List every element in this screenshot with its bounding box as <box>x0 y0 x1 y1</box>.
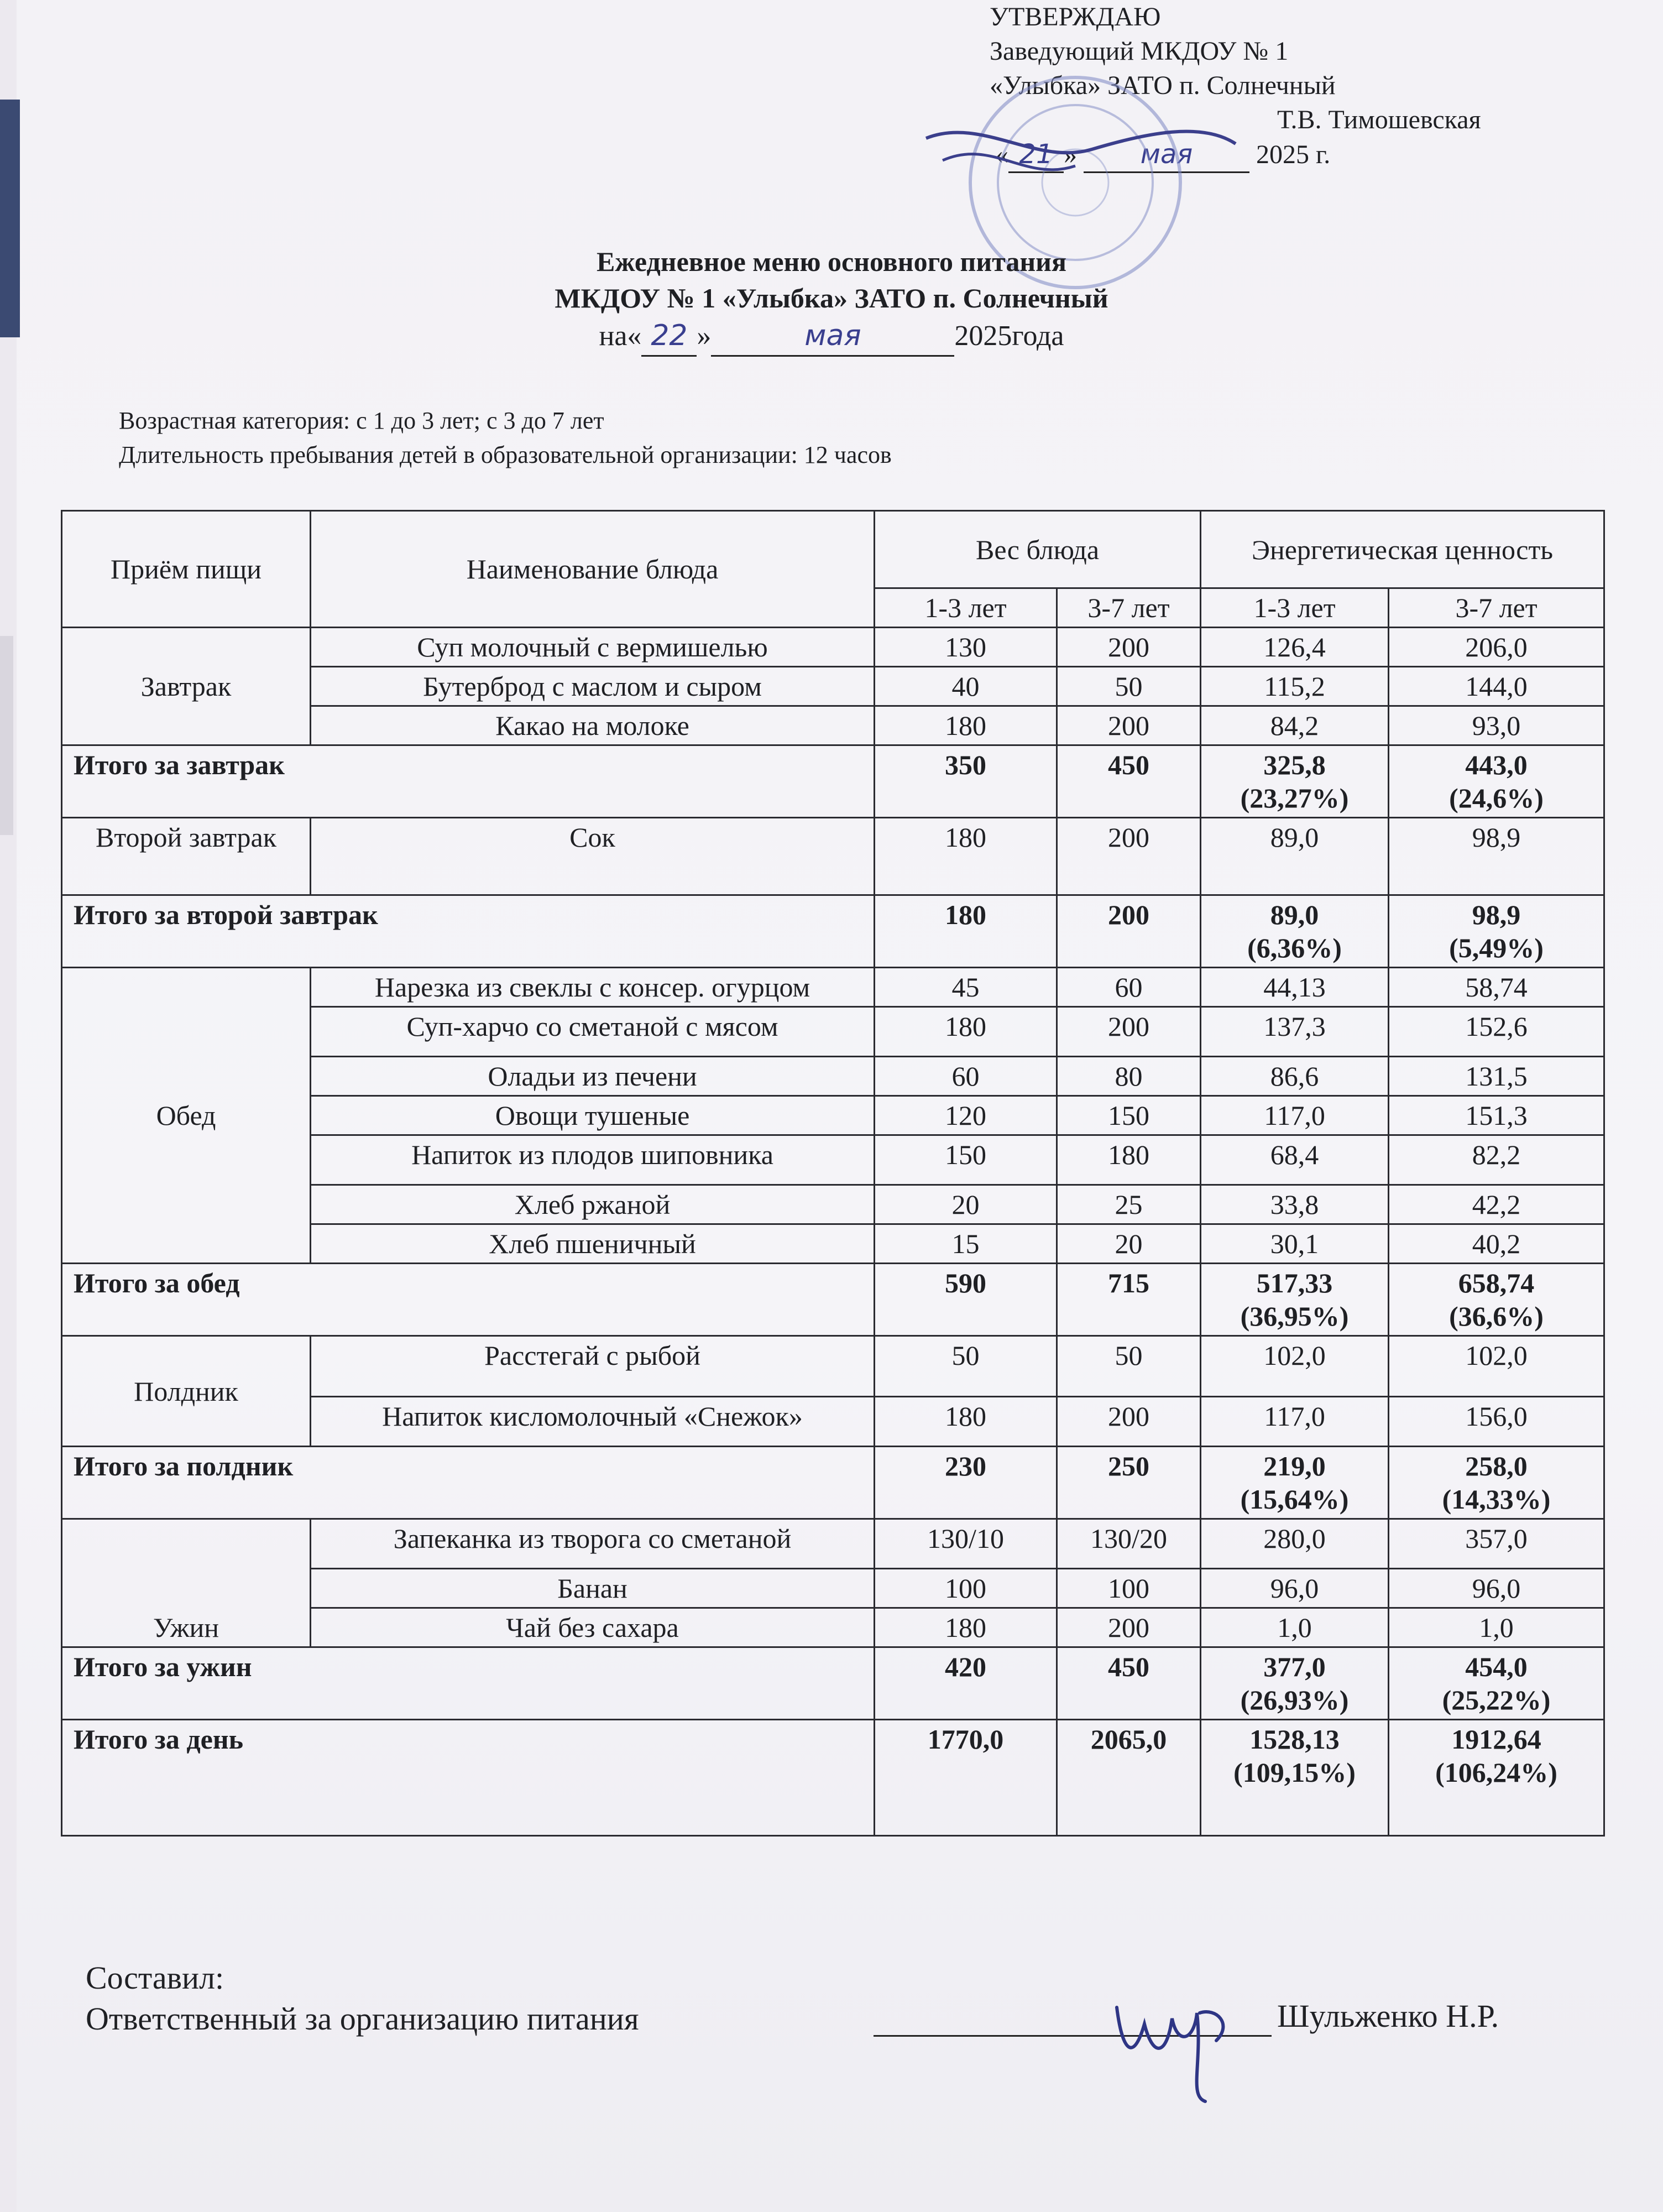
approval-organization: «Улыбка» ЗАТО п. Солнечный <box>990 71 1336 100</box>
table-header-row <box>62 511 1604 588</box>
total-energy-value: 443,0 <box>1465 749 1528 780</box>
background-edge <box>0 636 13 835</box>
dish-name: Нарезка из свеклы с консер. огурцом <box>311 968 875 1007</box>
total-weight-3-7: 450 <box>1057 1647 1201 1720</box>
title-date-prefix: на« <box>599 320 642 352</box>
energy-1-3: 44,13 <box>1201 968 1389 1007</box>
stay-duration: Длительность пребывания детей в образовательной организации: 12 часов <box>119 441 892 468</box>
dish-name: Суп молочный с вермишелью <box>311 628 875 667</box>
weight-1-3: 40 <box>875 667 1057 706</box>
total-energy-3-7 <box>1389 1647 1604 1720</box>
energy-1-3: 117,0 <box>1201 1096 1389 1135</box>
total-energy-percent: (36,6%) <box>1449 1301 1544 1332</box>
energy-3-7: 151,3 <box>1389 1096 1604 1135</box>
responsible-label: Ответственный за организацию питания <box>86 2001 639 2037</box>
table-row <box>62 1336 1604 1397</box>
total-row <box>62 1264 1604 1336</box>
table-row <box>62 968 1604 1007</box>
energy-3-7: 98,9 <box>1389 818 1604 895</box>
total-energy-percent: (26,93%) <box>1240 1684 1349 1715</box>
total-energy-percent: (106,24%) <box>1435 1757 1557 1788</box>
total-energy-percent: (23,27%) <box>1240 782 1349 813</box>
weight-1-3: 60 <box>875 1057 1057 1096</box>
meal-name: Второй завтрак <box>62 818 311 895</box>
dish-name: Чай без сахара <box>311 1608 875 1647</box>
total-energy-percent: (24,6%) <box>1449 782 1544 813</box>
weight-3-7: 130/20 <box>1057 1519 1201 1569</box>
approval-position: Заведующий МКДОУ № 1 <box>990 36 1289 66</box>
energy-1-3: 115,2 <box>1201 667 1389 706</box>
total-energy-percent: (25,22%) <box>1442 1684 1551 1715</box>
age-category: Возрастная категория: с 1 до 3 лет; с 3 до 7 лет <box>119 407 604 434</box>
energy-3-7: 156,0 <box>1389 1397 1604 1447</box>
table-row <box>62 628 1604 667</box>
title-date-mid: » <box>697 320 712 352</box>
weight-3-7: 25 <box>1057 1185 1201 1224</box>
header-energy: Энергетическая ценность <box>1201 511 1604 588</box>
total-energy-1-3 <box>1201 895 1389 968</box>
total-weight-3-7: 200 <box>1057 895 1201 968</box>
title-date <box>0 316 1663 357</box>
title-line-1: Ежедневное меню основного питания <box>596 246 1067 277</box>
approval-date-open: « <box>995 140 1008 169</box>
dish-name: Напиток кисломолочный «Снежок» <box>311 1397 875 1447</box>
energy-3-7: 1,0 <box>1389 1608 1604 1647</box>
total-weight-1-3: 230 <box>875 1447 1057 1519</box>
menu-table <box>61 510 1605 1837</box>
total-energy-1-3 <box>1201 1647 1389 1720</box>
day-total-weight-3-7: 2065,0 <box>1057 1720 1201 1836</box>
meal-name: Ужин <box>62 1519 311 1647</box>
total-energy-value: 258,0 <box>1465 1451 1528 1481</box>
weight-1-3: 15 <box>875 1224 1057 1264</box>
total-energy-3-7 <box>1389 1447 1604 1519</box>
energy-3-7: 131,5 <box>1389 1057 1604 1096</box>
total-energy-3-7 <box>1389 745 1604 818</box>
energy-3-7: 82,2 <box>1389 1135 1604 1185</box>
weight-3-7: 200 <box>1057 628 1201 667</box>
total-weight-1-3: 350 <box>875 745 1057 818</box>
weight-3-7: 50 <box>1057 667 1201 706</box>
total-energy-value: 517,33 <box>1256 1267 1333 1298</box>
energy-1-3: 280,0 <box>1201 1519 1389 1569</box>
title-date-day: 22 <box>641 316 697 357</box>
weight-3-7: 200 <box>1057 706 1201 745</box>
total-energy-percent: (15,64%) <box>1240 1484 1349 1515</box>
approval-date-year: 2025 г. <box>1256 140 1331 169</box>
total-energy-3-7 <box>1389 895 1604 968</box>
document-title <box>0 243 1663 357</box>
header-weight-age-1: 1-3 лет <box>875 588 1057 628</box>
dish-name: Овощи тушеные <box>311 1096 875 1135</box>
energy-3-7: 58,74 <box>1389 968 1604 1007</box>
meal-name: Обед <box>62 968 311 1264</box>
weight-3-7: 200 <box>1057 1007 1201 1057</box>
weight-3-7: 80 <box>1057 1057 1201 1096</box>
total-label: Итого за завтрак <box>62 745 875 818</box>
total-row <box>62 1647 1604 1720</box>
total-energy-1-3 <box>1201 1264 1389 1336</box>
title-date-suffix: 2025года <box>954 320 1064 352</box>
total-energy-percent: (6,36%) <box>1247 932 1342 963</box>
energy-3-7: 40,2 <box>1389 1224 1604 1264</box>
menu-meta <box>119 404 892 472</box>
header-energy-age-2: 3-7 лет <box>1389 588 1604 628</box>
total-weight-1-3: 420 <box>875 1647 1057 1720</box>
header-energy-age-1: 1-3 лет <box>1201 588 1389 628</box>
approval-date-day: 21 <box>1008 137 1064 173</box>
weight-1-3: 180 <box>875 1608 1057 1647</box>
weight-1-3: 150 <box>875 1135 1057 1185</box>
total-energy-3-7 <box>1389 1264 1604 1336</box>
energy-3-7: 152,6 <box>1389 1007 1604 1057</box>
energy-1-3: 126,4 <box>1201 628 1389 667</box>
weight-1-3: 180 <box>875 818 1057 895</box>
total-row <box>62 745 1604 818</box>
total-energy-value: 377,0 <box>1263 1651 1326 1682</box>
approval-date-close: » <box>1064 140 1077 169</box>
energy-1-3: 68,4 <box>1201 1135 1389 1185</box>
total-label: Итого за второй завтрак <box>62 895 875 968</box>
table-row <box>62 818 1604 895</box>
total-energy-percent: (14,33%) <box>1442 1484 1551 1515</box>
energy-3-7: 96,0 <box>1389 1569 1604 1608</box>
total-row <box>62 895 1604 968</box>
weight-1-3: 120 <box>875 1096 1057 1135</box>
total-energy-value: 98,9 <box>1472 899 1521 930</box>
day-total-weight-1-3: 1770,0 <box>875 1720 1057 1836</box>
energy-1-3: 96,0 <box>1201 1569 1389 1608</box>
total-energy-value: 658,74 <box>1458 1267 1535 1298</box>
energy-1-3: 137,3 <box>1201 1007 1389 1057</box>
composed-label: Составил: <box>86 1960 224 1996</box>
total-energy-1-3 <box>1201 1447 1389 1519</box>
header-weight: Вес блюда <box>875 511 1201 588</box>
total-energy-percent: (5,49%) <box>1449 932 1544 963</box>
weight-1-3: 180 <box>875 706 1057 745</box>
dish-name: Расстегай с рыбой <box>311 1336 875 1397</box>
approval-heading: УТВЕРЖДАЮ <box>990 2 1161 32</box>
header-weight-age-2: 3-7 лет <box>1057 588 1201 628</box>
weight-3-7: 200 <box>1057 1608 1201 1647</box>
signature <box>1100 1974 1244 2107</box>
total-energy-percent: (109,15%) <box>1233 1757 1356 1788</box>
energy-3-7: 357,0 <box>1389 1519 1604 1569</box>
header-meal: Приём пищи <box>62 511 311 628</box>
header-dish: Наименование блюда <box>311 511 875 628</box>
energy-1-3: 117,0 <box>1201 1397 1389 1447</box>
day-total-energy-3-7 <box>1389 1720 1604 1836</box>
total-weight-1-3: 180 <box>875 895 1057 968</box>
weight-3-7: 100 <box>1057 1569 1201 1608</box>
meal-name: Завтрак <box>62 628 311 745</box>
weight-3-7: 150 <box>1057 1096 1201 1135</box>
total-label: Итого за ужин <box>62 1647 875 1720</box>
dish-name: Какао на молоке <box>311 706 875 745</box>
total-weight-3-7: 715 <box>1057 1264 1201 1336</box>
dish-name: Оладьи из печени <box>311 1057 875 1096</box>
approval-signatory-name: Т.В. Тимошевская <box>1277 105 1481 134</box>
energy-1-3: 102,0 <box>1201 1336 1389 1397</box>
approval-date-month: мая <box>1084 137 1249 173</box>
total-label: Итого за полдник <box>62 1447 875 1519</box>
dish-name: Банан <box>311 1569 875 1608</box>
total-energy-value: 219,0 <box>1263 1451 1326 1481</box>
energy-3-7: 206,0 <box>1389 628 1604 667</box>
weight-1-3: 20 <box>875 1185 1057 1224</box>
energy-3-7: 102,0 <box>1389 1336 1604 1397</box>
meal-name: Полдник <box>62 1336 311 1447</box>
dish-name: Запеканка из творога со сметаной <box>311 1519 875 1569</box>
energy-1-3: 89,0 <box>1201 818 1389 895</box>
title-line-2: МКДОУ № 1 «Улыбка» ЗАТО п. Солнечный <box>555 283 1108 314</box>
total-energy-value: 89,0 <box>1270 899 1319 930</box>
total-energy-value: 1528,13 <box>1249 1724 1340 1755</box>
responsible-name: Шульженко Н.Р. <box>1277 1998 1499 2034</box>
total-weight-3-7: 450 <box>1057 745 1201 818</box>
weight-1-3: 50 <box>875 1336 1057 1397</box>
total-energy-value: 325,8 <box>1263 749 1326 780</box>
day-total-label: Итого за день <box>62 1720 875 1836</box>
total-label: Итого за обед <box>62 1264 875 1336</box>
total-energy-value: 454,0 <box>1465 1651 1528 1682</box>
total-energy-percent: (36,95%) <box>1240 1301 1349 1332</box>
total-weight-1-3: 590 <box>875 1264 1057 1336</box>
total-energy-value: 1912,64 <box>1451 1724 1541 1755</box>
weight-3-7: 20 <box>1057 1224 1201 1264</box>
dish-name: Хлеб ржаной <box>311 1185 875 1224</box>
dish-name: Бутерброд с маслом и сыром <box>311 667 875 706</box>
energy-1-3: 86,6 <box>1201 1057 1389 1096</box>
weight-1-3: 130 <box>875 628 1057 667</box>
dish-name: Суп-харчо со сметаной с мясом <box>311 1007 875 1057</box>
energy-3-7: 42,2 <box>1389 1185 1604 1224</box>
weight-3-7: 200 <box>1057 1397 1201 1447</box>
energy-1-3: 30,1 <box>1201 1224 1389 1264</box>
weight-1-3: 180 <box>875 1007 1057 1057</box>
weight-3-7: 50 <box>1057 1336 1201 1397</box>
table-row <box>62 1519 1604 1569</box>
dish-name: Сок <box>311 818 875 895</box>
dish-name: Напиток из плодов шиповника <box>311 1135 875 1185</box>
weight-1-3: 180 <box>875 1397 1057 1447</box>
dish-name: Хлеб пшеничный <box>311 1224 875 1264</box>
day-total-row <box>62 1720 1604 1836</box>
energy-3-7: 144,0 <box>1389 667 1604 706</box>
energy-1-3: 33,8 <box>1201 1185 1389 1224</box>
energy-1-3: 84,2 <box>1201 706 1389 745</box>
total-weight-3-7: 250 <box>1057 1447 1201 1519</box>
total-energy-1-3 <box>1201 745 1389 818</box>
weight-1-3: 100 <box>875 1569 1057 1608</box>
weight-3-7: 200 <box>1057 818 1201 895</box>
title-date-month: мая <box>711 316 954 357</box>
weight-1-3: 130/10 <box>875 1519 1057 1569</box>
total-row <box>62 1447 1604 1519</box>
energy-1-3: 1,0 <box>1201 1608 1389 1647</box>
weight-1-3: 45 <box>875 968 1057 1007</box>
weight-3-7: 60 <box>1057 968 1201 1007</box>
day-total-energy-1-3 <box>1201 1720 1389 1836</box>
weight-3-7: 180 <box>1057 1135 1201 1185</box>
energy-3-7: 93,0 <box>1389 706 1604 745</box>
